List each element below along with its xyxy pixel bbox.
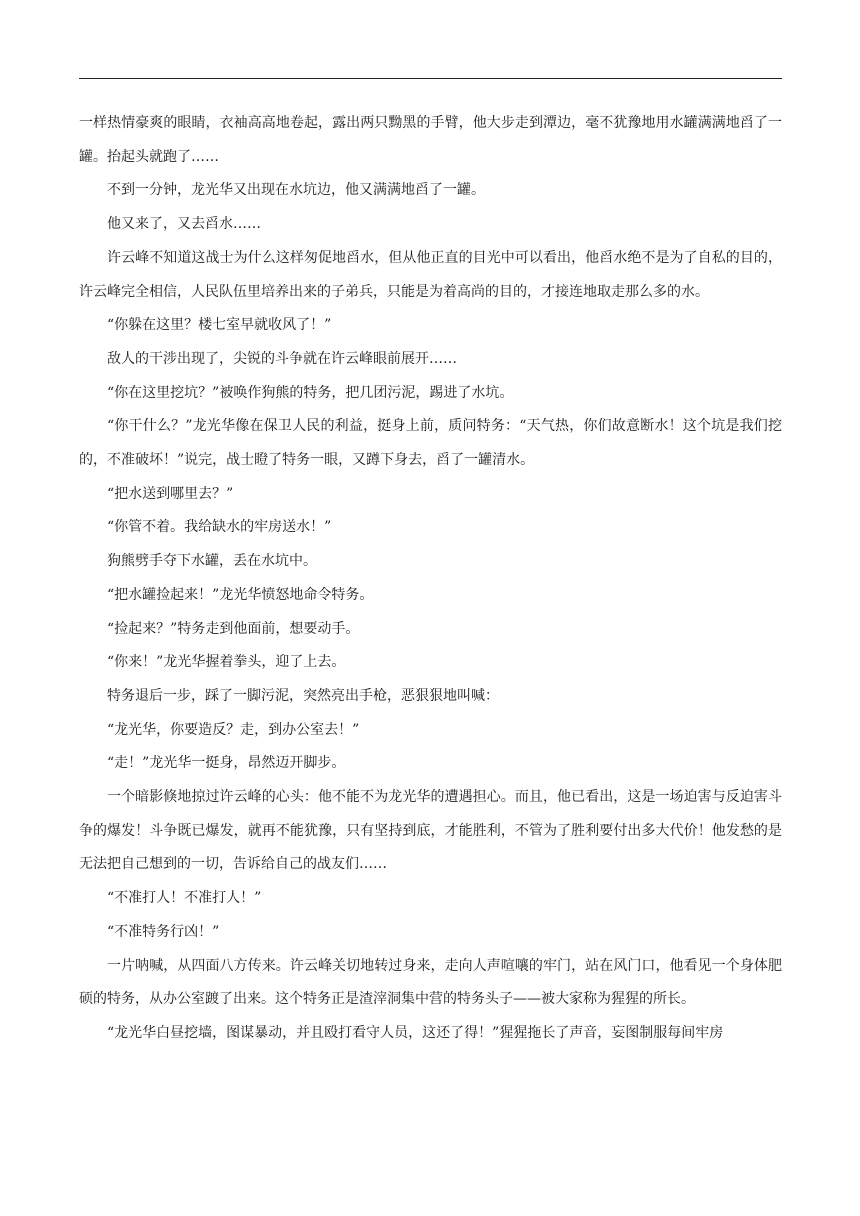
paragraph: 他又来了，又去舀水…… bbox=[107, 216, 261, 233]
paragraph: “你干什么？”龙光华像在保卫人民的利益，挺身上前，质问特务：“天气热，你们故意断水！这个坑是我们挖的，不准破坏！”说完，战士瞪了特务一眼，又蹲下身去，舀了一罐清水。 bbox=[79, 418, 782, 469]
paragraph: “龙光华白昼挖墙，图谋暴动，并且殴打看守人员，这还了得！”猩猩拖长了声音，妄图制服每间牢房 bbox=[107, 1024, 724, 1041]
paragraph: “你在这里挖坑？”被唤作狗熊的特务，把几团污泥，踢进了水坑。 bbox=[107, 384, 514, 401]
paragraph: “把水罐捡起来！”龙光华愤怒地命令特务。 bbox=[107, 586, 374, 603]
paragraph: 一样热情豪爽的眼睛，衣袖高高地卷起，露出两只黝黑的手臂，他大步走到潭边，毫不犹豫地用水罐满满地舀了一罐。抬起头就跑了…… bbox=[79, 115, 782, 165]
paragraph: “龙光华，你要造反？走，到办公室去！” bbox=[107, 721, 360, 738]
paragraph: 狗熊劈手夺下水罐，丢在水坑中。 bbox=[107, 553, 317, 570]
paragraph: “走！”龙光华一挺身，昂然迈开脚步。 bbox=[107, 755, 346, 772]
paragraph: “不准打人！不准打人！” bbox=[107, 890, 262, 907]
paragraph: 敌人的干涉出现了，尖锐的斗争就在许云峰眼前展开…… bbox=[107, 350, 457, 367]
paragraph: “捡起来？”特务走到他面前，想要动手。 bbox=[107, 620, 360, 637]
paragraph: “你来！”龙光华握着拳头，迎了上去。 bbox=[107, 654, 346, 671]
paragraph: “你躲在这里？楼七室早就收风了！” bbox=[107, 317, 332, 334]
paragraph: “把水送到哪里去？” bbox=[107, 485, 234, 502]
paragraph: 特务退后一步，踩了一脚污泥，突然亮出手枪，恶狠狠地叫喊： bbox=[107, 687, 499, 704]
paragraph: 一个暗影倏地掠过许云峰的心头：他不能不为龙光华的遭遇担心。而且，他已看出，这是一场迫害与反迫害斗争的爆发！斗争既已爆发，就再不能犹豫，只有坚持到底，才能胜利，不管为了胜利要付出多大代价！他发愁的是无法把自己想到的一切，告诉给自己的战友们…… bbox=[79, 789, 782, 873]
paragraph: 一片呐喊，从四面八方传来。许云峰关切地转过身来，走向人声喧嚷的牢门，站在风门口，他看见一个身体肥硕的特务，从办公室踱了出来。这个特务正是渣滓洞集中营的特务头子——被大家称为猩猩的所长。 bbox=[79, 957, 782, 1008]
paragraph: “不准特务行凶！” bbox=[107, 923, 220, 940]
document-body bbox=[79, 107, 782, 1051]
paragraph: 许云峰不知道这战士为什么这样匆促地舀水，但从他正直的目光中可以看出，他舀水绝不是为了自私的目的，许云峰完全相信，人民队伍里培养出来的子弟兵，只能是为着高尚的目的，才接连地取走那么多的水。 bbox=[79, 249, 782, 300]
paragraph: “你管不着。我给缺水的牢房送水！” bbox=[107, 519, 332, 536]
paragraph: 不到一分钟，龙光华又出现在水坑边，他又满满地舀了一罐。 bbox=[107, 182, 485, 199]
header-rule bbox=[79, 78, 782, 79]
